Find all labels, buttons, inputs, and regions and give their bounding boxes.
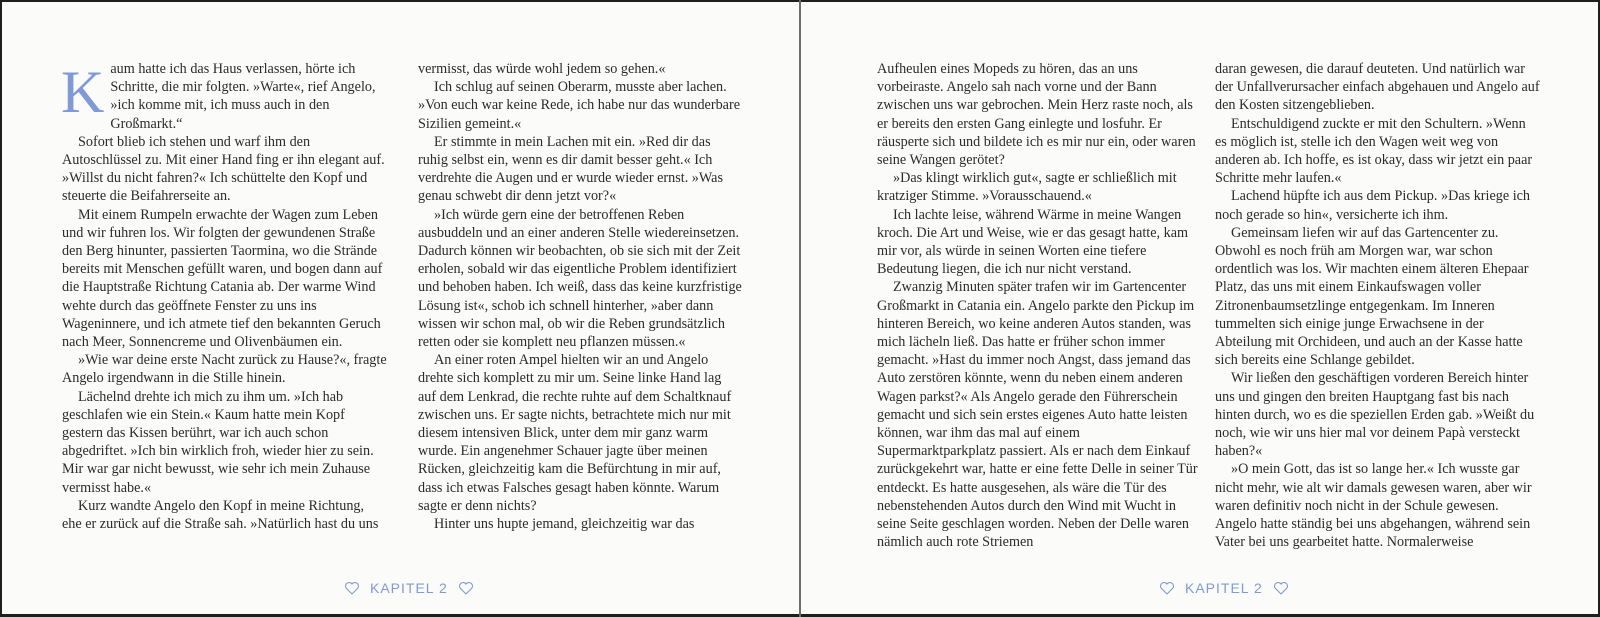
page-footer <box>344 578 474 598</box>
paragraph: Mit einem Rumpeln erwachte der Wagen zum Leben und wir fuhren los. Wir folgten der gewundenen Straße den Berg hinunter, passierten Taormina, wo die Strände bereits mit Menschen gefüllt waren, und bogen dann auf die Hauptstraße Richtung Catania ab. Der warme Wind wehte durch das geöffnete Fenster zu uns ins Wageninnere, und ich atmete tief den bekannten Geruch nach Meer, Sonnencreme und Olivenbäumen ein. <box>62 206 383 351</box>
paragraph: Lächelnd drehte ich mich zu ihm um. »Ich hab geschlafen wie ein Stein.« Kaum hatte mein Kopf gestern das Kissen berührt, war ich auch schon abgedriftet. »Ich bin wirklich froh, wieder hier zu sein. Mir war gar nicht bewusst, wie sehr ich mein Zuhause vermisst habe.« <box>62 388 374 496</box>
left-page-column-2 <box>418 60 743 533</box>
right-page-column-2 <box>1215 60 1540 551</box>
paragraph: Ich schlug auf seinen Oberarm, musste aber lachen. »Von euch war keine Rede, ich habe nur das wunderbare Sizilien gemeint.« <box>418 79 740 132</box>
paragraph: »Wie war deine erste Nacht zurück zu Hause?«, fragte Angelo irgendwann in die Stille hinein. <box>62 352 387 387</box>
left-page-column-1 <box>62 60 387 533</box>
chapter-label: KAPITEL 2 <box>1185 580 1263 596</box>
heart-outline-icon <box>458 580 474 596</box>
paragraph: Hinter uns hupte jemand, gleichzeitig war das <box>434 516 695 533</box>
paragraph: Kurz wandte Angelo den Kopf in meine Richtung, ehe er zurück auf die Straße sah. »Natürlich hast du uns <box>62 497 379 533</box>
paragraph: »O mein Gott, das ist so lange her.« Ich wusste gar nicht mehr, wie alt wir damals gewesen waren, aber wir waren definitiv noch nicht in der Schule gewesen. Angelo hatte ständig bei uns abgehangen, während sein Vater bei uns gearbeitet hatte. Normalerweise <box>1215 461 1532 551</box>
paragraph: Zwanzig Minuten später trafen wir im Gartencenter Großmarkt in Catania ein. Angelo parkte den Pickup im hinteren Bereich, wo keine anderen Autos standen, was mich lächeln ließ. Das hatte er früher schon immer gemacht. »Hast du immer noch Angst, dass jemand das Auto zerstören könnte, wenn du neben einem anderen Wagen parkst?« Als Angelo gerade den Führerschein gemacht und sich sein erstes eigenes Auto hatte leisten können, war ihm das mal auf einem Supermarktparkplatz passiert. Als er nach dem Einkauf zurückgekehrt war, hatte er eine fette Delle in seiner Tür entdeckt. Es hatte ausgesehen, als wäre die Tür des nebenstehenden Autos durch den Wind mit Wucht in seine Seite geschlagen worden. Neben der Delle waren nämlich auch rote Striemen <box>877 279 1198 551</box>
paragraph: An einer roten Ampel hielten wir an und Angelo drehte sich komplett zu mir um. Seine linke Hand lag auf dem Lenkrad, die rechte ruhte auf dem Schaltknauf zwischen uns. Er sagte nichts, betrachtete mich nur mit diesem intensiven Blick, unter dem mir ganz warm wurde. Ein angenehmer Schauer jagte über meinen Rücken, gleichzeitig kam die Befürchtung in mir auf, dass ich etwas Falsches gesagt haben könnte. Warum sagte er denn nichts? <box>418 352 732 514</box>
chapter-label: KAPITEL 2 <box>370 580 448 596</box>
paragraph: »Ich würde gern eine der betroffenen Reben ausbuddeln und an einer anderen Stelle wiedereinsetzen. Dadurch können wir beobachten, ob sie sich mit der Zeit erholen, sobald wir das eigentliche Problem identifiziert und behoben haben. Ich weiß, dass das keine kurzfristige Lösung ist«, schob ich schnell hinterher, »aber dann wissen wir schon mal, ob wir die Reben grundsätzlich retten oder sie komplett neu pflanzen müssen.« <box>418 206 742 351</box>
paragraph: Aufheulen eines Mopeds zu hören, das an uns vorbeiraste. Angelo sah nach vorne und der Bann zwischen uns war gebrochen. Mein Herz raste noch, als er bereits den ersten Gang einlegte und losfuhr. Er räusperte sich und bildete ich es mir nur ein, oder waren seine Wangen gerötet? <box>877 61 1196 169</box>
heart-outline-icon <box>1159 580 1175 596</box>
paragraph: vermisst, das würde wohl jedem so gehen.« <box>418 61 666 77</box>
paragraph: Entschuldigend zuckte er mit den Schultern. »Wenn es möglich ist, stelle ich den Wagen weit weg von anderen ab. Ich hoffe, es ist okay, dass wir jetzt ein paar Schritte mehr laufen.« <box>1215 115 1533 187</box>
paragraph: Wir ließen den geschäftigen vorderen Bereich hinter uns und gingen den breiten Hauptgang fast bis nach hinten durch, wo es die speziellen Erden gab. »Weißt du noch, wie wir uns hier mal vor deinem Papà versteckt haben?« <box>1215 370 1535 460</box>
heart-outline-icon <box>344 580 360 596</box>
page-gutter <box>799 0 801 617</box>
paragraph: »Das klingt wirklich gut«, sagte er schließlich mit kratziger Stimme. »Vorausschauend.« <box>877 170 1177 205</box>
paragraph <box>62 60 387 133</box>
paragraph: Ich lachte leise, während Wärme in meine Wangen kroch. Die Art und Weise, wie er das gesagt hatte, kam mir vor, als würde in seinen Worten eine tiefere Bedeutung liegen, die ich nur nicht verstand. <box>877 206 1189 278</box>
paragraph-text: aum hatte ich das Haus verlassen, hörte ich Schritte, die mir folgten. »Warte«, rief Angelo, »ich komme mit, ich muss auch in den Großmarkt.“ <box>110 61 376 132</box>
left-page <box>2 2 799 614</box>
right-page <box>801 2 1598 614</box>
paragraph: daran gewesen, die darauf deuteten. Und natürlich war der Unfallverursacher einfach abgehauen und Angelo auf den Kosten sitzengeblieben. <box>1215 61 1540 114</box>
heart-outline-icon <box>1273 580 1289 596</box>
paragraph: Er stimmte in mein Lachen mit ein. »Red dir das ruhig selbst ein, wenn es dir damit besser geht.« Ich verdrehte die Augen und er wurde wieder ernst. »Was genau schwebt dir denn jetzt vor?« <box>418 133 723 205</box>
paragraph: Sofort blieb ich stehen und warf ihm den Autoschlüssel zu. Mit einer Hand fing er ihn elegant auf. »Willst du nicht fahren?« Ich schüttelte den Kopf und steuerte die Beifahrerseite an. <box>62 133 385 205</box>
drop-cap: K <box>61 59 105 125</box>
paragraph: Lachend hüpfte ich aus dem Pickup. »Das kriege ich noch gerade so hin«, versicherte ich ihm. <box>1215 188 1531 223</box>
page-footer <box>1159 578 1289 598</box>
paragraph: Gemeinsam liefen wir auf das Gartencenter zu. Obwohl es noch früh am Morgen war, war schon ordentlich was los. Wir machten einem älteren Ehepaar Platz, das uns mit einem Einkaufswagen voller Zitronenbaumsetzlinge entgegenkam. Im Inneren tummelten sich einige junge Erwachsene in der Abteilung mit Orchideen, und auch an der Kasse hatte sich bereits eine Schlange gebildet. <box>1215 224 1529 369</box>
right-page-column-1 <box>877 60 1202 551</box>
